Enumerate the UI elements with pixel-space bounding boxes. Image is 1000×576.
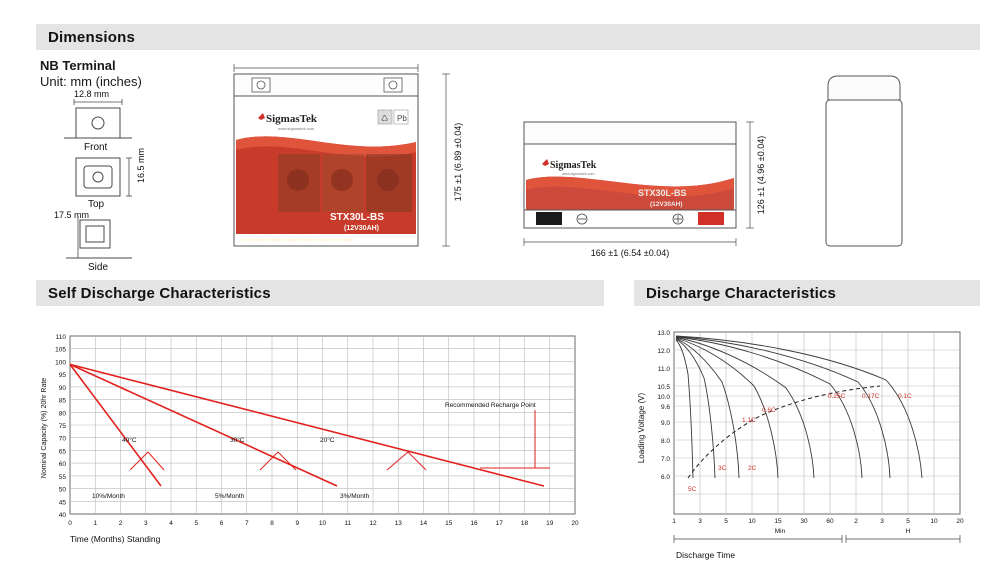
battery-rear-view (810, 62, 930, 267)
svg-text:3: 3 (698, 518, 702, 525)
svg-text:14: 14 (419, 520, 428, 527)
discharge-ylabel: Loading Voltage (V) (637, 392, 646, 464)
svg-text:70: 70 (58, 435, 66, 443)
svg-text:6.0: 6.0 (660, 474, 670, 481)
svg-text:1: 1 (93, 520, 98, 527)
discharge-xlabel: Discharge Time (676, 550, 736, 560)
svg-text:4: 4 (169, 520, 173, 527)
svg-text:95: 95 (58, 372, 66, 380)
annotation-3pct: 3%/Month (340, 493, 370, 500)
battery-model-front: STX30L-BS (330, 212, 384, 223)
annotation-06c: 0.6C (762, 407, 776, 414)
svg-text:110: 110 (55, 334, 66, 341)
section-header-dimensions (36, 24, 980, 50)
annotation-30c: 30°C (230, 437, 245, 444)
battery-side-view (510, 62, 790, 267)
view-label-top: Top (88, 199, 105, 210)
battery-height-dim: 175 ±1 (6.89 ±0.04) (453, 122, 463, 202)
svg-text:10.5: 10.5 (657, 384, 670, 391)
svg-text:0: 0 (68, 520, 72, 527)
self-discharge-ylabel: Nominal Capacity (%) 20hr Rate (41, 377, 48, 479)
svg-text:5: 5 (194, 520, 199, 527)
svg-text:17: 17 (495, 520, 503, 527)
svg-text:12.0: 12.0 (657, 348, 670, 355)
svg-text:85: 85 (58, 397, 66, 405)
terminal-drawings (36, 88, 216, 278)
svg-text:10.0: 10.0 (657, 394, 670, 401)
svg-text:20: 20 (571, 520, 579, 527)
nb-terminal-title: NB Terminal (40, 58, 116, 73)
svg-text:65: 65 (58, 448, 66, 456)
svg-text:7: 7 (244, 520, 249, 527)
annotation-3c: 3C (718, 465, 727, 472)
annotation-01c: 0.1C (898, 393, 912, 400)
svg-text:19: 19 (546, 520, 554, 527)
svg-text:8.0: 8.0 (660, 438, 670, 445)
svg-text:1: 1 (672, 518, 676, 525)
discharge-chart (630, 318, 990, 576)
svg-text:75: 75 (58, 423, 66, 430)
annotation-017c: 0.17C (862, 393, 880, 400)
svg-text:11.0: 11.0 (657, 366, 670, 373)
battery-tagline: Power Sports AGM Battery • Superior Performance • Sealed, Non Spillable (242, 238, 355, 242)
terminal-width-label: 12.8 mm (74, 89, 110, 99)
svg-text:Pb: Pb (397, 114, 407, 123)
battery-brand-side: SigmasTek (550, 160, 597, 171)
svg-text:10: 10 (930, 518, 938, 525)
self-discharge-chart (30, 318, 610, 568)
battery-side-height-dim: 126 ±1 (4.96 ±0.04) (756, 135, 766, 215)
svg-text:80: 80 (58, 410, 66, 418)
svg-text:3: 3 (880, 518, 884, 525)
battery-spec-side: (12V30AH) (650, 201, 683, 208)
svg-text:60: 60 (58, 461, 66, 469)
annotation-10pct: 10%/Month (92, 493, 125, 500)
svg-text:16: 16 (470, 520, 478, 527)
svg-text:100: 100 (55, 359, 66, 367)
battery-brand: SigmasTek (266, 113, 317, 125)
svg-text:13: 13 (394, 520, 402, 527)
svg-text:♺: ♺ (381, 114, 389, 123)
annotation-20c: 20°C (320, 437, 335, 444)
section-title-discharge: Discharge Characteristics (646, 284, 837, 302)
svg-text:15: 15 (774, 518, 782, 525)
battery-length-dim: 166 ±1 (6.54 ±0.04) (590, 248, 670, 258)
view-label-side: Side (88, 262, 109, 273)
svg-text:10: 10 (318, 520, 327, 527)
self-discharge-xlabel: Time (Months) Standing (70, 534, 161, 544)
battery-website: www.sigmastek.com (278, 126, 315, 131)
annotation-11c: 1.1C (742, 417, 756, 424)
section-title-self-discharge: Self Discharge Characteristics (48, 284, 271, 302)
nb-terminal-heading (40, 58, 142, 89)
annotation-025c: 0.25C (828, 393, 846, 400)
annotation-40c: 40°C (122, 437, 137, 444)
svg-text:30: 30 (800, 518, 808, 525)
annotation-2c: 2C (748, 465, 757, 472)
svg-text:9.0: 9.0 (660, 420, 670, 427)
svg-text:3: 3 (143, 520, 148, 527)
svg-text:60: 60 (826, 518, 834, 525)
section-header-self-discharge (36, 280, 604, 306)
svg-text:9.6: 9.6 (660, 404, 670, 411)
svg-text:5: 5 (906, 518, 910, 525)
svg-text:45: 45 (58, 499, 66, 507)
terminal-height-label: 16.5 mm (136, 147, 146, 183)
terminal-side-label: 17.5 mm (54, 210, 90, 220)
svg-text:2: 2 (854, 518, 858, 525)
svg-text:11: 11 (344, 520, 352, 527)
svg-text:15: 15 (445, 520, 453, 527)
svg-text:20: 20 (956, 518, 964, 525)
annotation-5c: 5C (688, 486, 697, 493)
section-title: Dimensions (48, 28, 136, 46)
annotation-5pct: 5%/Month (215, 493, 245, 500)
unit-label: Unit: mm (inches) (40, 74, 142, 89)
xaxis-group-hr: H (905, 528, 911, 535)
battery-model-side: STX30L-BS (638, 188, 687, 198)
battery-spec-front: (12V30AH) (344, 225, 380, 232)
svg-text:55: 55 (58, 473, 66, 481)
svg-text:105: 105 (55, 346, 66, 354)
svg-text:8: 8 (270, 520, 274, 527)
section-header-discharge (634, 280, 980, 306)
battery-website-side: www.sigmastek.com (562, 172, 595, 176)
annotation-recharge-point: Recommended Recharge Point (445, 402, 536, 409)
svg-text:50: 50 (58, 486, 66, 494)
svg-text:10: 10 (748, 518, 756, 525)
svg-text:40: 40 (58, 512, 66, 519)
svg-text:13.0: 13.0 (657, 330, 670, 337)
svg-text:12: 12 (369, 520, 377, 527)
svg-text:7.0: 7.0 (660, 456, 670, 463)
svg-text:90: 90 (58, 384, 66, 392)
svg-text:9: 9 (295, 520, 300, 527)
svg-text:6: 6 (219, 520, 224, 527)
view-label-front: Front (84, 142, 108, 153)
svg-text:5: 5 (724, 518, 728, 525)
battery-front-view (218, 62, 488, 267)
svg-text:2: 2 (118, 520, 123, 527)
xaxis-group-min: Min (774, 528, 786, 535)
svg-text:18: 18 (520, 520, 529, 527)
